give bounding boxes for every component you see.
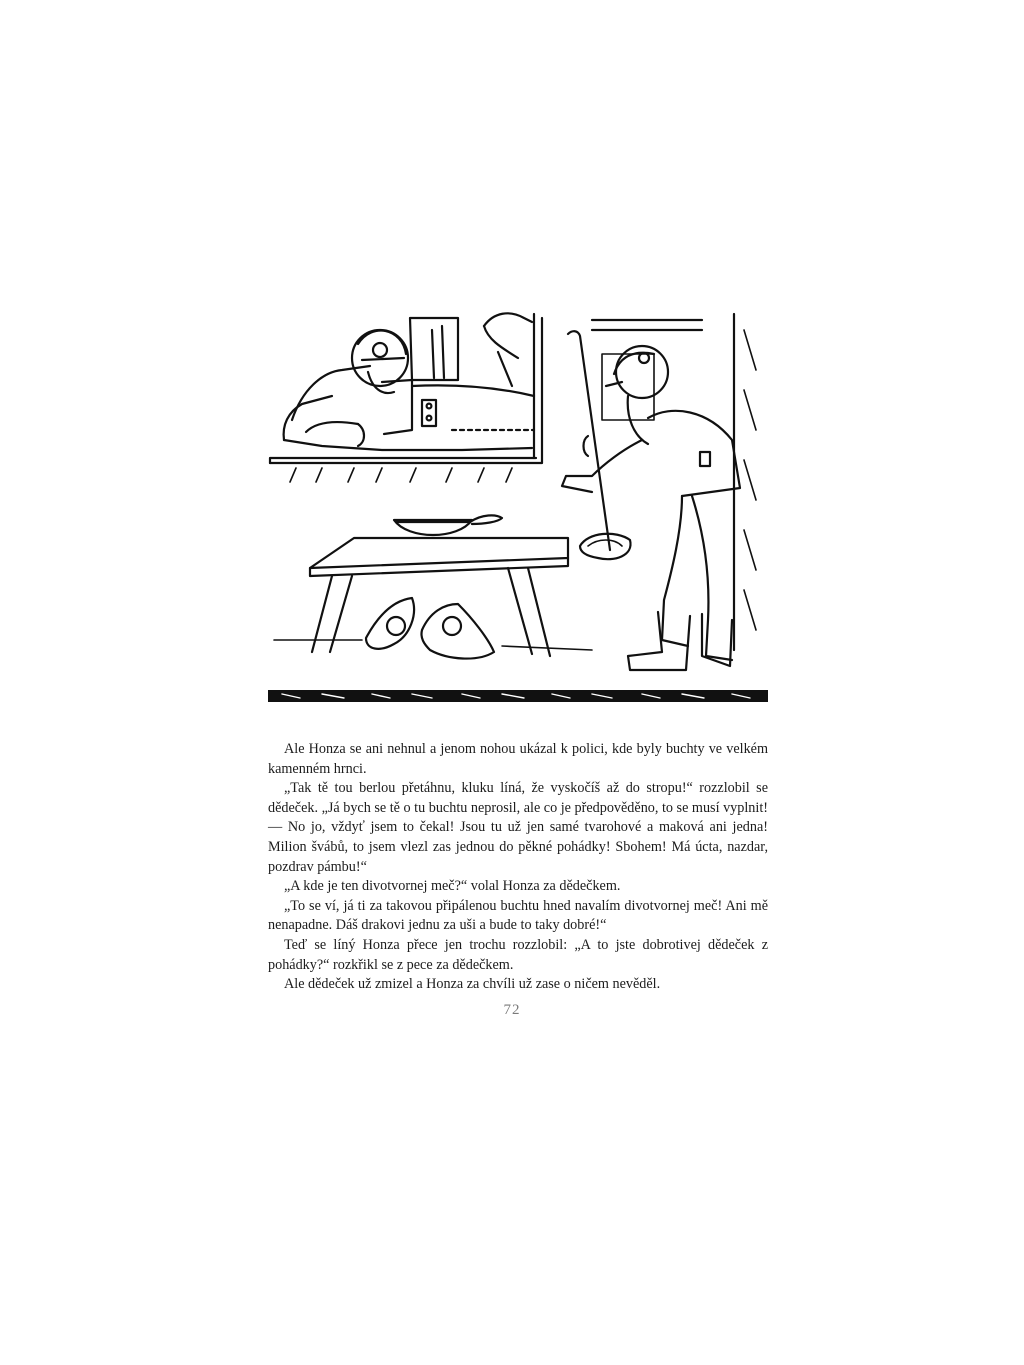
- honza-on-stove: [270, 313, 542, 482]
- paragraph: „A kde je ten divotvornej meč?“ volal Honza za dědečkem.: [284, 878, 621, 895]
- paragraph: „To se ví, já ti za takovou připálenou buchtu hned navalím divotvornej meč! Ani mě nenapadne. Dáš drakovi jednu za uši a bude to taky dobré!“: [268, 897, 768, 934]
- paragraph: Teď se líný Honza přece jen trochu rozzlobil: „A to jste dobrotivej dědeček z pohádky?“ rozkřikl se z pece za dědečkem.: [268, 936, 768, 973]
- paragraph: „Tak tě tou berlou přetáhnu, kluku líná, že vyskočíš až do stropu!“ rozzlobil se dědeček. „Já bych se tě o tu buchtu neprosil, ale co je předpověděno, to se musí vyplnit! — No jo, vždyť jsem to čekal! Jsou tu už jen samé tvarohové a maková ani jedna! Milion švábů, to jsem vlezl zas jednou do pěkné pohádky! Sbohem! Má úcta, nazdar, pozdrav pámbu!“: [268, 780, 768, 875]
- bottom-border: [268, 690, 768, 702]
- paragraph: Ale dědeček už zmizel a Honza za chvíli už zase o ničem nevěděl.: [284, 976, 661, 993]
- page-number: 72: [503, 1002, 521, 1018]
- grandfather: [562, 331, 740, 670]
- illustration: [262, 300, 772, 712]
- story-text: [268, 740, 768, 995]
- table: [274, 515, 592, 658]
- paragraph: Ale Honza se ani nehnul a jenom nohou ukázal k polici, kde byly buchty ve velkém kamenném hrnci.: [268, 741, 768, 777]
